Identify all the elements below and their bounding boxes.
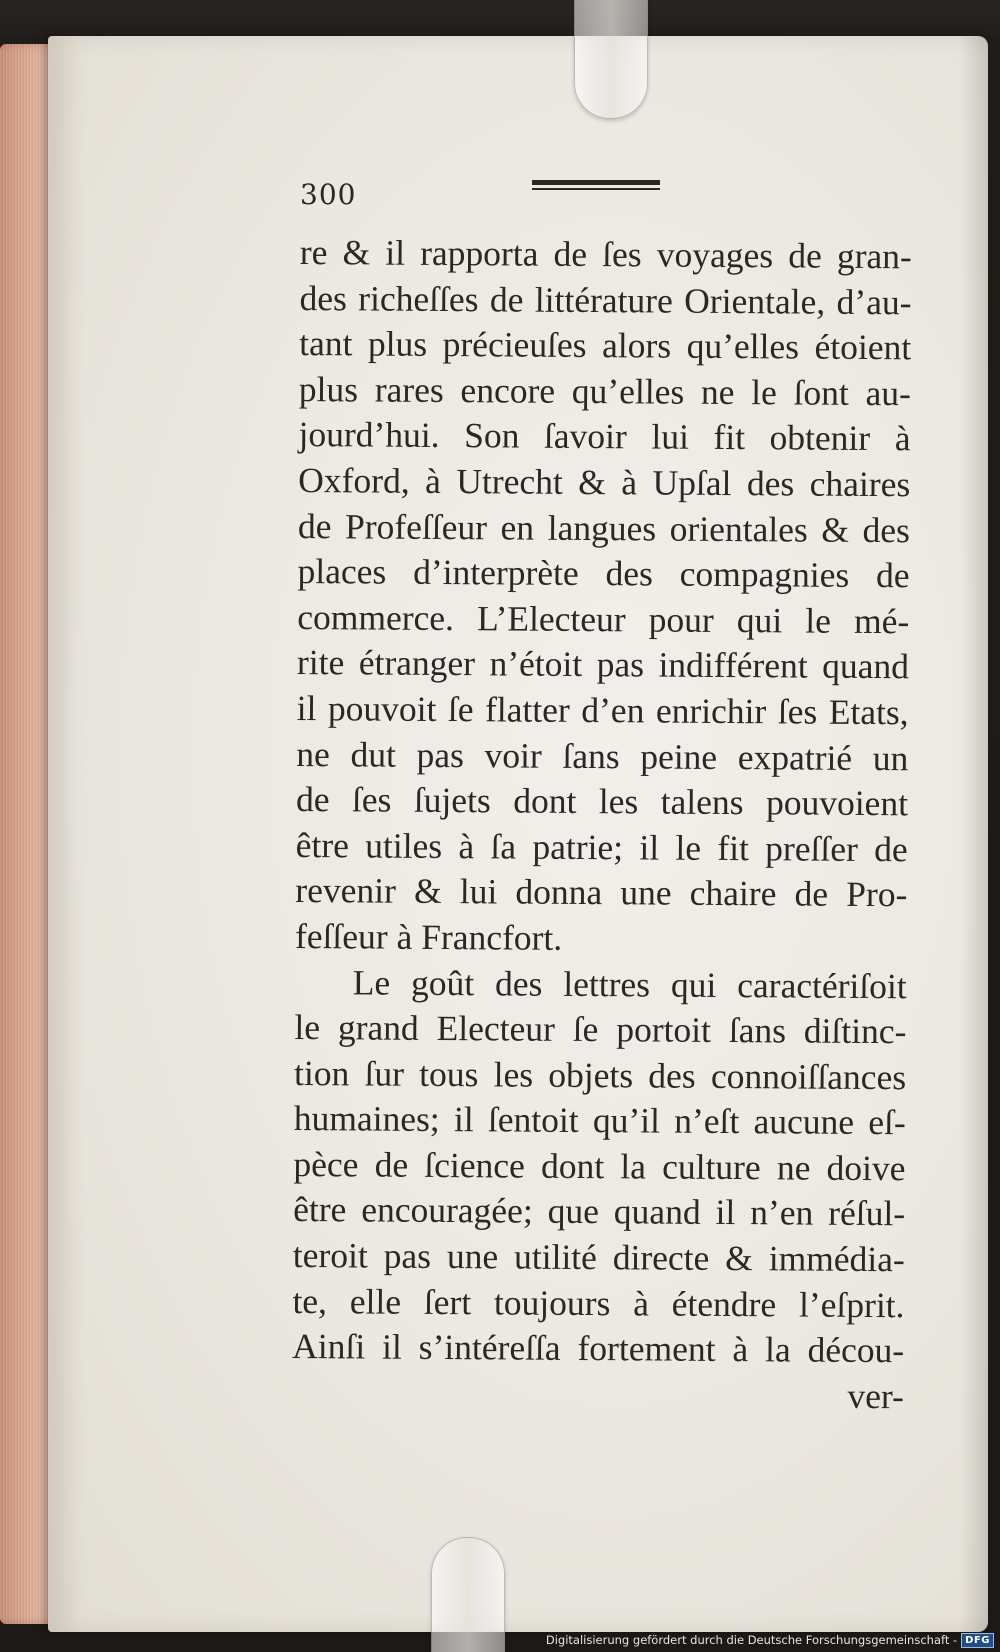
text-line: ne dut pas voir ſans peine expatrié un xyxy=(296,733,909,778)
text-line: teroit pas une utilité directe & immédia- xyxy=(292,1235,905,1280)
body-text xyxy=(292,230,912,1420)
page-clip-bottom xyxy=(431,1537,505,1652)
paragraph-start-line: Le goût des lettres qui caractériſoit xyxy=(352,961,907,1006)
page-clip-top xyxy=(574,0,648,119)
credit-text: Digitalisierung gefördert durch die Deutsche Forschungsgemeinschaft - xyxy=(545,1633,958,1647)
header-ornament-rule xyxy=(532,180,660,192)
text-line: humaines; il ſentoit qu’il n’eſt aucune eſ- xyxy=(293,1098,906,1143)
text-line: le grand Electeur ſe portoit ſans diſtinc- xyxy=(294,1007,907,1052)
text-line: tant plus précieuſes alors qu’elles étoient xyxy=(299,323,912,368)
text-line: de ſes ſujets dont les talens pouvoient xyxy=(295,779,909,824)
text-line: commerce. L’Electeur pour qui le mé- xyxy=(297,596,910,642)
digitization-credit xyxy=(546,1630,994,1650)
text-line: te, elle ſert toujours à étendre l’eſprit. xyxy=(292,1280,905,1325)
text-line: des richeſſes de littérature Orientale, d’au- xyxy=(299,277,912,322)
text-line: jourd’hui. Son ſavoir lui fit obtenir à xyxy=(298,414,911,459)
text-line: re & il rapporta de ſes voyages de gran- xyxy=(299,231,912,277)
text-line: de Profeſſeur en langues orientales & des xyxy=(297,505,911,550)
text-line: être utiles à ſa patrie; il le fit preſſer de xyxy=(295,824,908,869)
text-line: rite étranger n’étoit pas indifférent quand xyxy=(296,642,910,687)
text-line: il pouvoit ſe flatter d’en enrichir ſes Etats, xyxy=(296,687,909,733)
text-line: revenir & lui donna une chaire de Pro- xyxy=(295,870,908,915)
dfg-logo-icon: DFG xyxy=(961,1633,994,1648)
text-line: pèce de ſcience dont la culture ne doive xyxy=(293,1143,906,1189)
text-line: Oxford, à Utrecht & à Upſal des chaires xyxy=(298,459,911,505)
text-line: être encouragée; que quand il n’en réſul- xyxy=(293,1189,906,1234)
catchword: ver- xyxy=(847,1375,905,1417)
paragraph-end-line: feſſeur à Francfort. xyxy=(294,915,563,958)
text-line: Ainſi il s’intéreſſa fortement à la décou- xyxy=(292,1326,905,1371)
page-number: 300 xyxy=(300,178,357,211)
text-line: places d’interprète des compagnies de xyxy=(297,551,910,596)
text-line: tion ſur tous les objets des connoiſſances xyxy=(293,1052,907,1097)
text-line: plus rares encore qu’elles ne le ſont au- xyxy=(298,368,912,414)
